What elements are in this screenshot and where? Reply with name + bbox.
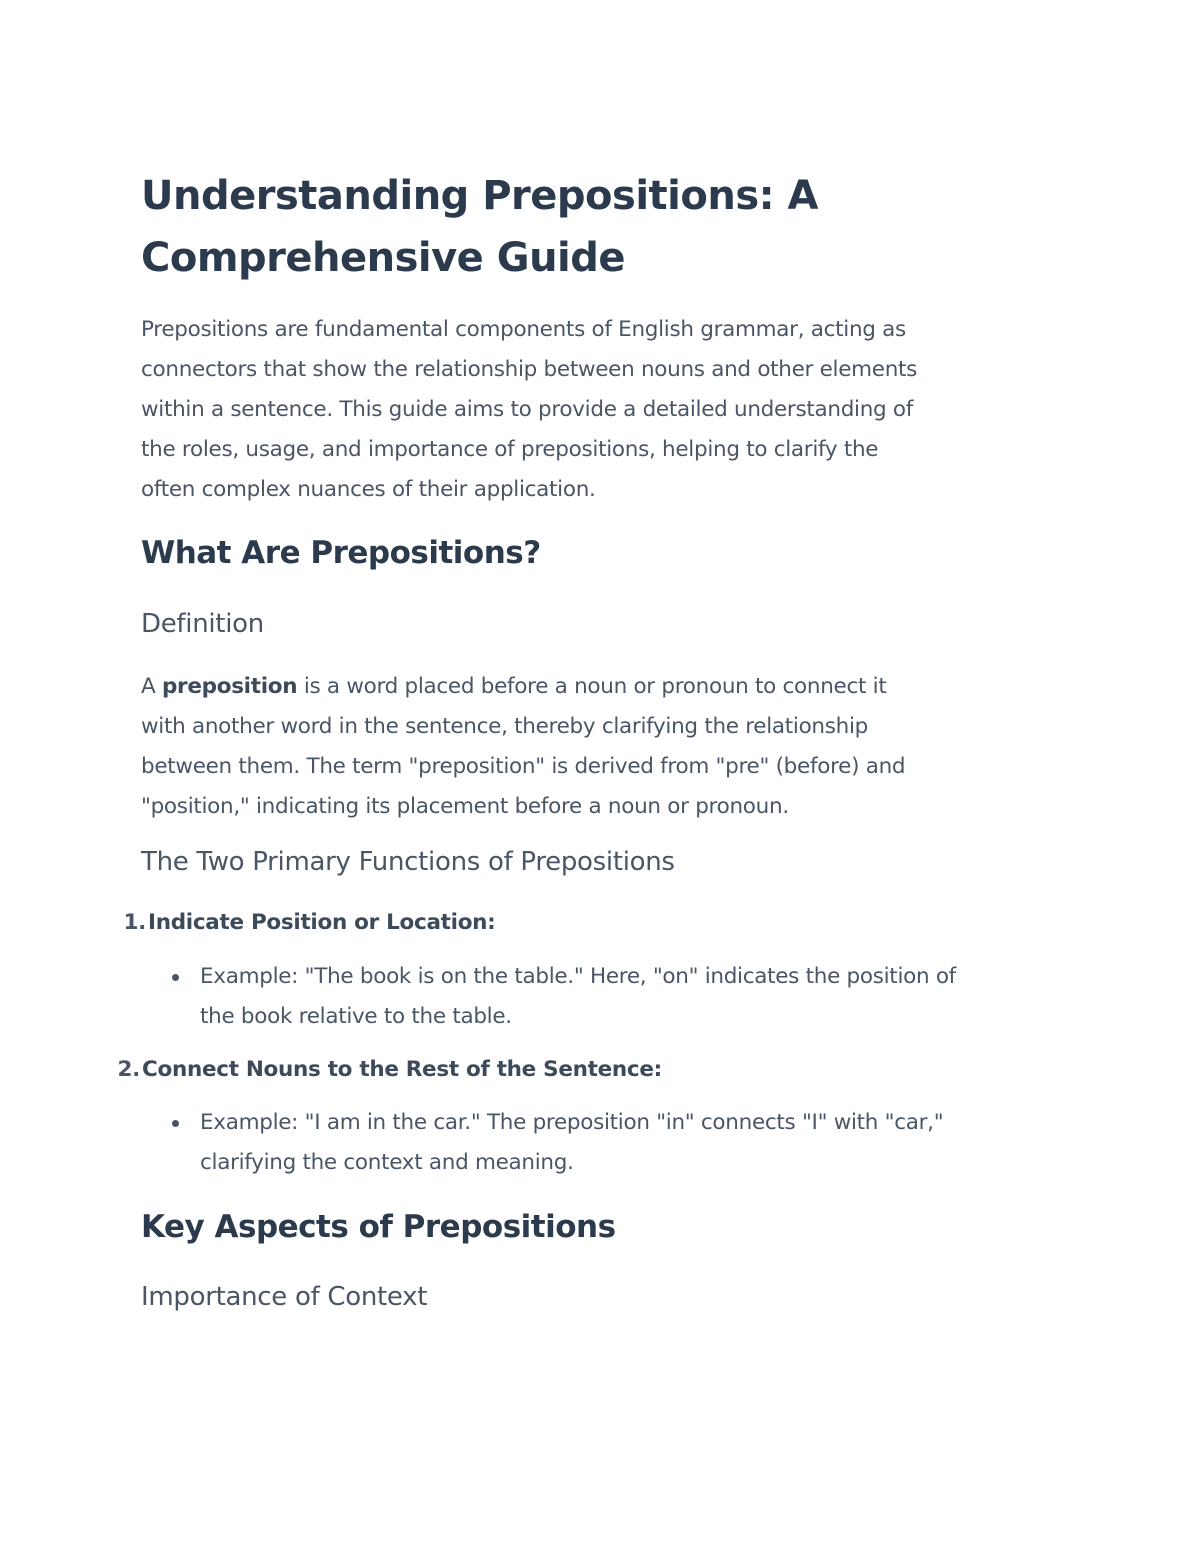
page-title — [141, 165, 818, 289]
example-1 — [200, 957, 956, 1037]
text-line: often complex nuances of their application. — [141, 477, 596, 502]
title-line: Comprehensive Guide — [141, 235, 626, 281]
text: is a word placed before a noun or pronoun to connect it — [297, 674, 887, 699]
subheading-importance-of-context: Importance of Context — [141, 1282, 428, 1312]
list-number: 2. — [117, 1057, 140, 1082]
intro-paragraph — [141, 310, 917, 510]
text-line: clarifying the context and meaning. — [200, 1150, 574, 1175]
text-line: "position," indicating its placement before a noun or pronoun. — [141, 794, 789, 819]
list-item-1 — [118, 903, 495, 943]
list-item-2 — [112, 1050, 662, 1090]
list-label: Connect Nouns to the Rest of the Sentence: — [142, 1057, 662, 1082]
subheading-functions: The Two Primary Functions of Prepositions — [141, 847, 675, 877]
title-line: Understanding Prepositions: A — [141, 173, 819, 219]
text-line: Prepositions are fundamental components of English grammar, acting as — [141, 317, 906, 342]
bold-term: preposition — [161, 674, 298, 699]
subheading-definition: Definition — [141, 609, 264, 639]
definition-paragraph — [141, 667, 905, 827]
text-line: connectors that show the relationship between nouns and other elements — [141, 357, 918, 382]
list-number: 1. — [123, 910, 146, 935]
text-line — [141, 667, 905, 707]
bullet-icon — [172, 1120, 179, 1127]
text-line: Example: "I am in the car." The preposition "in" connects "I" with "car," — [200, 1110, 944, 1135]
list-label: Indicate Position or Location: — [148, 910, 496, 935]
text: A — [141, 674, 162, 699]
section-heading-key-aspects: Key Aspects of Prepositions — [141, 1209, 616, 1245]
text-line: within a sentence. This guide aims to provide a detailed understanding of — [141, 397, 914, 422]
bullet-icon — [172, 974, 179, 981]
text-line: between them. The term "preposition" is derived from "pre" (before) and — [141, 754, 906, 779]
section-heading-what-are-prepositions: What Are Prepositions? — [141, 535, 541, 571]
text-line: the roles, usage, and importance of prepositions, helping to clarify the — [141, 437, 879, 462]
example-2 — [200, 1103, 943, 1183]
text-line: Example: "The book is on the table." Here, "on" indicates the position of — [200, 964, 956, 989]
text-line: with another word in the sentence, thereby clarifying the relationship — [141, 714, 869, 739]
text-line: the book relative to the table. — [200, 1004, 512, 1029]
